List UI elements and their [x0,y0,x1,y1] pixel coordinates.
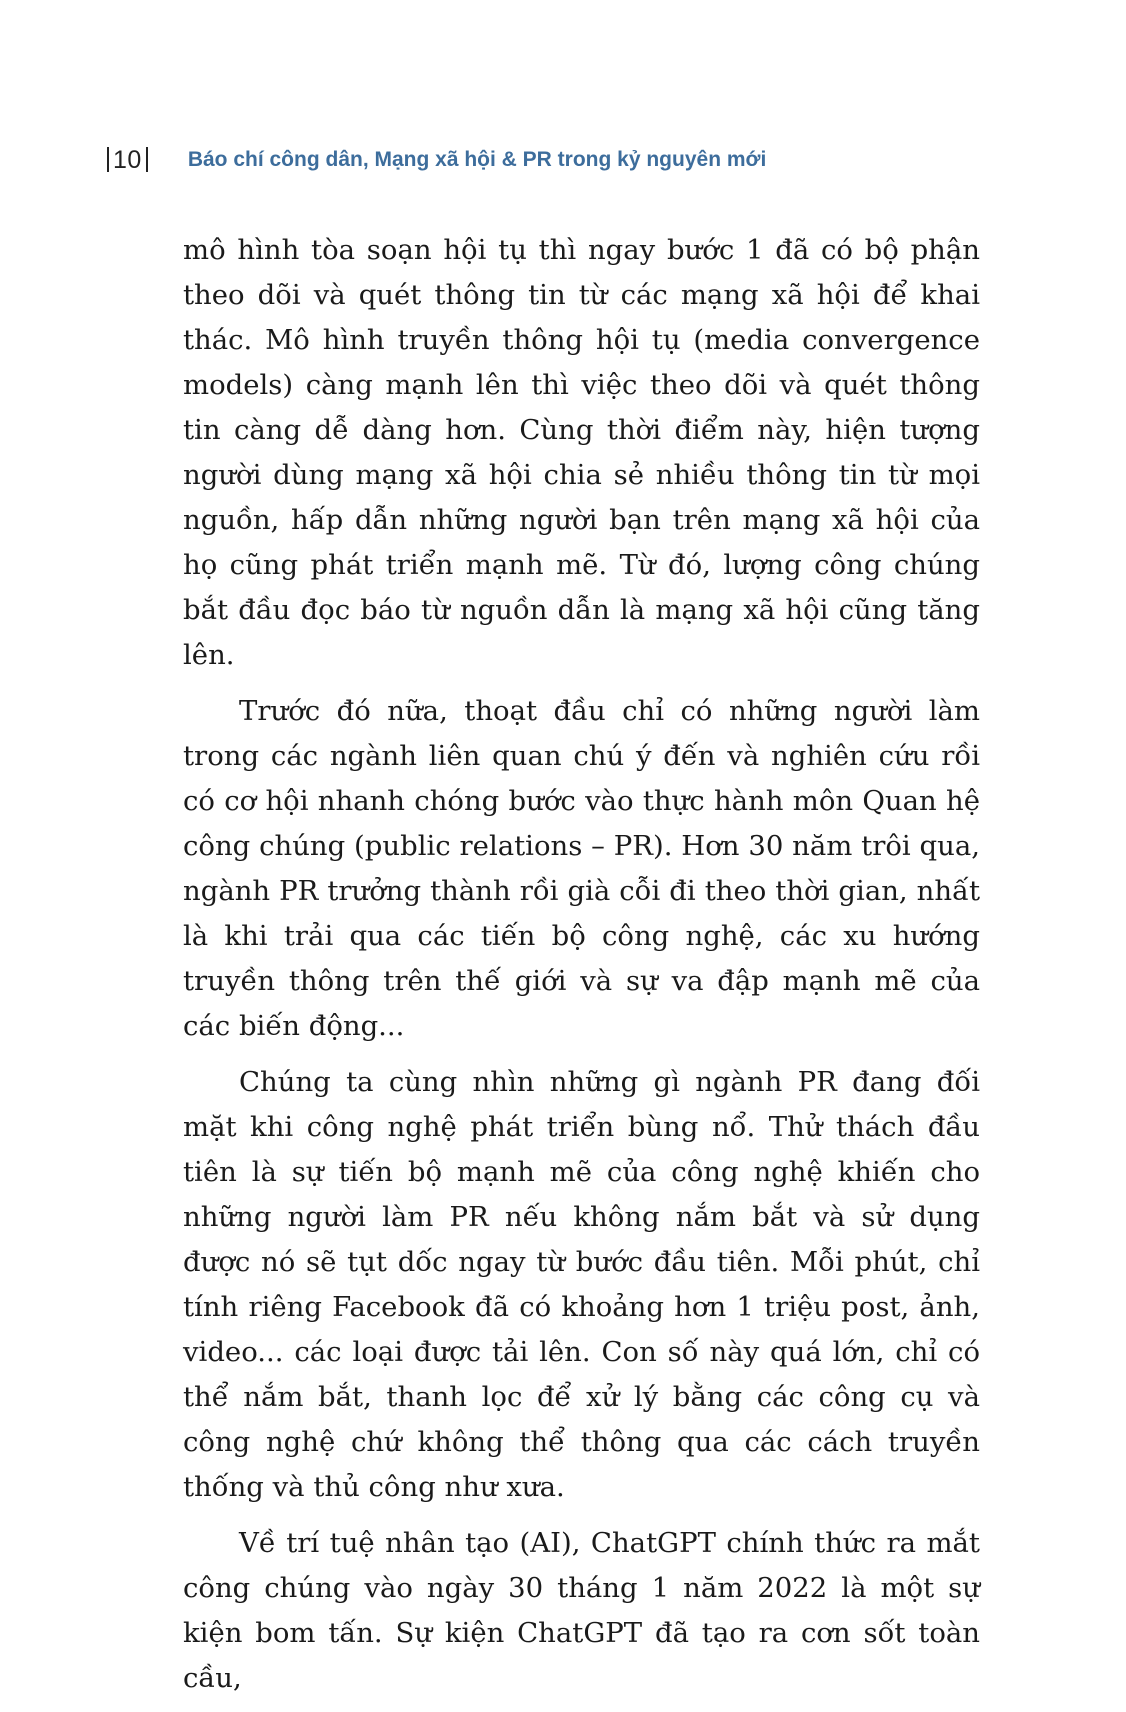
page-number-left-bar [107,147,109,172]
page-number [103,146,152,175]
paragraph: Chúng ta cùng nhìn những gì ngành PR đang đối mặt khi công nghệ phát triển bùng nổ. Thử thách đầu tiên là sự tiến bộ mạnh mẽ của công nghệ khiến cho những người làm PR nếu không nắm bắt và sử dụng được nó sẽ tụt dốc ngay từ bước đầu tiên. Mỗi phút, chỉ tính riêng Facebook đã có khoảng hơn 1 triệu post, ảnh, video... các loại được tải lên. Con số này quá lớn, chỉ có thể nắm bắt, thanh lọc để xử lý bằng các công cụ và công nghệ chứ không thể thông qua các cách truyền thống và thủ công như xưa. [183,1066,980,1503]
running-title: Báo chí công dân, Mạng xã hội & PR trong kỷ nguyên mới [187,148,767,171]
page-number-value: 10 [113,145,142,174]
paragraph: Về trí tuệ nhân tạo (AI), ChatGPT chính thức ra mắt công chúng vào ngày 30 tháng 1 năm 2022 là một sự kiện bom tấn. Sự kiện ChatGPT đã tạo ra cơn sốt toàn cầu, [183,1527,980,1694]
paragraph: Trước đó nữa, thoạt đầu chỉ có những người làm trong các ngành liên quan chú ý đến và nghiên cứu rồi có cơ hội nhanh chóng bước vào thực hành môn Quan hệ công chúng (public relations – PR). Hơn 30 năm trôi qua, ngành PR trưởng thành rồi già cỗi đi theo thời gian, nhất là khi trải qua các tiến bộ công nghệ, các xu hướng truyền thông trên thế giới và sự va đập mạnh mẽ của các biến động... [183,695,980,1042]
paragraph-continued: mô hình tòa soạn hội tụ thì ngay bước 1 đã có bộ phận theo dõi và quét thông tin từ các mạng xã hội để khai thác. Mô hình truyền thông hội tụ (media convergence models) càng mạnh lên thì việc theo dõi và quét thông tin càng dễ dàng hơn. Cùng thời điểm này, hiện tượng người dùng mạng xã hội chia sẻ nhiều thông tin từ mọi nguồn, hấp dẫn những người bạn trên mạng xã hội của họ cũng phát triển mạnh mẽ. Từ đó, lượng công chúng bắt đầu đọc báo từ nguồn dẫn là mạng xã hội cũng tăng lên. [183,234,980,671]
page-number-right-bar [146,147,148,172]
running-header [103,140,766,180]
body-text [183,228,980,1712]
